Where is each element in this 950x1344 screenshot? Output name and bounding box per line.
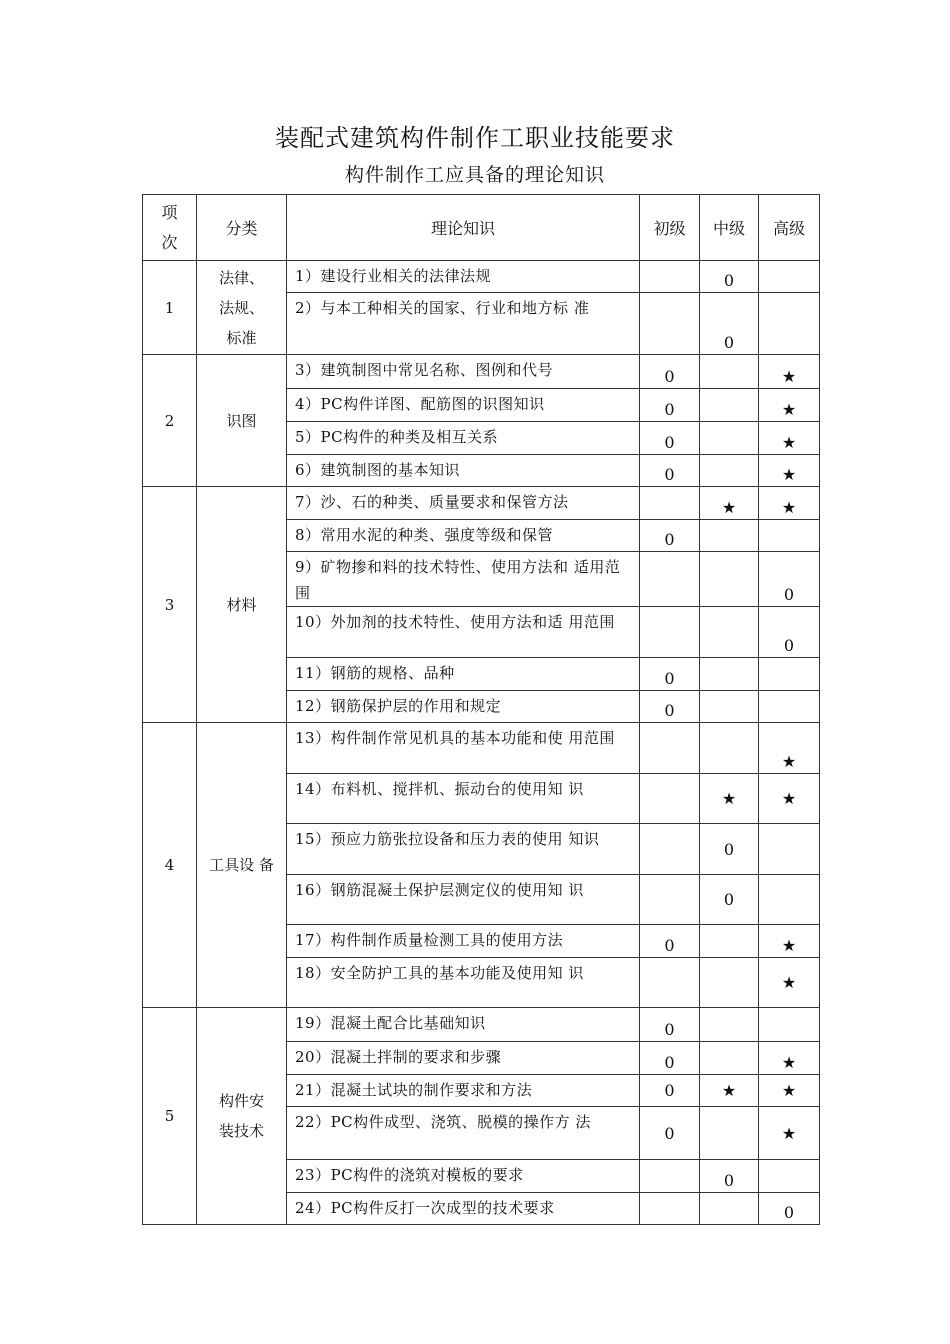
level-junior-mark [640,958,700,1008]
level-senior-mark: ★ [759,422,820,455]
item-number: 2 [143,355,197,487]
knowledge-item: 1）建设行业相关的法律法规 [287,261,640,293]
category-cell [197,355,287,487]
category-cell [197,1008,287,1225]
header-junior: 初级 [640,195,700,261]
level-senior-mark [759,658,820,691]
category-line: 构件安 [218,1092,264,1110]
knowledge-item: 16）钢筋混凝土保护层测定仪的使用知 识 [287,875,640,925]
knowledge-item: 8）常用水泥的种类、强度等级和保管 [287,520,640,552]
level-junior-mark [640,607,700,658]
level-middle-mark: ★ [700,1075,759,1107]
level-middle-mark [700,1042,759,1075]
level-junior-mark [640,487,700,520]
level-middle-mark: ★ [700,487,759,520]
level-junior-mark: 0 [640,389,700,422]
level-junior-mark [640,774,700,824]
level-junior-mark: 0 [640,1042,700,1075]
level-junior-mark [640,875,700,925]
level-senior-mark: ★ [759,1107,820,1160]
level-junior-mark: 0 [640,658,700,691]
level-senior-mark: ★ [759,487,820,520]
category-line: 材料 [226,595,257,614]
level-middle-mark [700,691,759,723]
level-middle-mark [700,552,759,607]
knowledge-item: 7）沙、石的种类、质量要求和保管方法 [287,487,640,520]
level-senior-mark: ★ [759,1042,820,1075]
knowledge-item: 5）PC构件的种类及相互关系 [287,422,640,455]
knowledge-item: 13）构件制作常见机具的基本功能和使 用范围 [287,723,640,774]
knowledge-item: 14）布料机、搅拌机、振动台的使用知 识 [287,774,640,824]
knowledge-item: 4）PC构件详图、配筋图的识图知识 [287,389,640,422]
category-line: 法律、 [218,268,264,287]
level-junior-mark [640,261,700,293]
level-senior-mark: ★ [759,355,820,389]
level-middle-mark [700,1193,759,1225]
level-middle-mark [700,607,759,658]
level-junior-mark: 0 [640,422,700,455]
level-senior-mark: ★ [759,1075,820,1107]
level-middle-mark [700,958,759,1008]
level-middle-mark [700,1107,759,1160]
knowledge-item: 22）PC构件成型、浇筑、脱模的操作方 法 [287,1107,640,1160]
level-middle-mark [700,455,759,487]
level-middle-mark: 0 [700,293,759,355]
level-junior-mark [640,1193,700,1225]
knowledge-table [142,194,820,1225]
level-middle-mark [700,389,759,422]
knowledge-item: 6）建筑制图的基本知识 [287,455,640,487]
level-middle-mark [700,422,759,455]
level-senior-mark [759,691,820,723]
level-middle-mark: 0 [700,1160,759,1193]
knowledge-item: 10）外加剂的技术特性、使用方法和适 用范围 [287,607,640,658]
category-line: 标准 [226,328,257,347]
level-junior-mark: 0 [640,691,700,723]
knowledge-item: 9）矿物掺和料的技术特性、使用方法和 适用范围 [287,552,640,607]
level-middle-mark [700,355,759,389]
knowledge-item: 17）构件制作质量检测工具的使用方法 [287,925,640,958]
knowledge-item: 24）PC构件反打一次成型的技术要求 [287,1193,640,1225]
item-number: 3 [143,487,197,723]
document-title: 装配式建筑构件制作工职业技能要求 [275,124,675,152]
table-row [143,723,820,774]
table-row [143,355,820,389]
knowledge-item: 19）混凝土配合比基础知识 [287,1008,640,1042]
header-item-line2: 次 [161,232,178,252]
level-middle-mark: 0 [700,261,759,293]
knowledge-item: 2）与本工种相关的国家、行业和地方标 准 [287,293,640,355]
header-category: 分类 [197,195,287,261]
level-senior-mark: ★ [759,774,820,824]
category-line: 工具设 备 [209,856,274,874]
level-middle-mark [700,658,759,691]
knowledge-item: 3）建筑制图中常见名称、图例和代号 [287,355,640,389]
level-middle-mark: 0 [700,875,759,925]
level-senior-mark [759,261,820,293]
level-junior-mark [640,723,700,774]
category-line: 识图 [226,411,257,430]
level-junior-mark [640,824,700,875]
level-junior-mark [640,552,700,607]
level-senior-mark: 0 [759,607,820,658]
level-junior-mark [640,293,700,355]
header-middle: 中级 [700,195,759,261]
knowledge-item: 18）安全防护工具的基本功能及使用知 识 [287,958,640,1008]
level-senior-mark: 0 [759,552,820,607]
level-middle-mark [700,925,759,958]
level-senior-mark [759,293,820,355]
header-row [143,195,820,261]
knowledge-item: 20）混凝土拌制的要求和步骤 [287,1042,640,1075]
header-item-no [143,195,197,261]
level-senior-mark: 0 [759,1193,820,1225]
category-line: 装技术 [218,1122,264,1140]
level-senior-mark: ★ [759,389,820,422]
table-body [143,261,820,1225]
level-senior-mark: ★ [759,958,820,1008]
level-junior-mark: 0 [640,520,700,552]
level-senior-mark [759,1160,820,1193]
document-subtitle: 构件制作工应具备的理论知识 [344,164,605,186]
level-senior-mark: ★ [759,723,820,774]
category-cell [197,261,287,355]
category-cell [197,487,287,723]
level-junior-mark: 0 [640,1008,700,1042]
item-number: 4 [143,723,197,1008]
level-senior-mark [759,875,820,925]
category-line: 法规、 [218,298,264,317]
level-junior-mark [640,1160,700,1193]
header-knowledge: 理论知识 [287,195,640,261]
level-senior-mark: ★ [759,455,820,487]
level-junior-mark: 0 [640,1075,700,1107]
header-senior: 高级 [759,195,820,261]
table-row [143,487,820,520]
knowledge-item: 12）钢筋保护层的作用和规定 [287,691,640,723]
level-junior-mark: 0 [640,355,700,389]
item-number: 5 [143,1008,197,1225]
level-junior-mark: 0 [640,455,700,487]
level-middle-mark [700,520,759,552]
knowledge-item: 21）混凝土试块的制作要求和方法 [287,1075,640,1107]
level-middle-mark: 0 [700,824,759,875]
knowledge-item: 11）钢筋的规格、品种 [287,658,640,691]
level-senior-mark [759,1008,820,1042]
level-junior-mark: 0 [640,925,700,958]
level-middle-mark [700,723,759,774]
knowledge-item: 23）PC构件的浇筑对模板的要求 [287,1160,640,1193]
knowledge-item: 15）预应力筋张拉设备和压力表的使用 知识 [287,824,640,875]
table-row [143,1008,820,1042]
level-middle-mark: ★ [700,774,759,824]
level-middle-mark [700,1008,759,1042]
level-senior-mark: ★ [759,925,820,958]
category-cell [197,723,287,1008]
level-senior-mark [759,520,820,552]
level-junior-mark: 0 [640,1107,700,1160]
header-item-line1: 项 [161,202,178,222]
level-senior-mark [759,824,820,875]
item-number: 1 [143,261,197,355]
table-row [143,261,820,293]
